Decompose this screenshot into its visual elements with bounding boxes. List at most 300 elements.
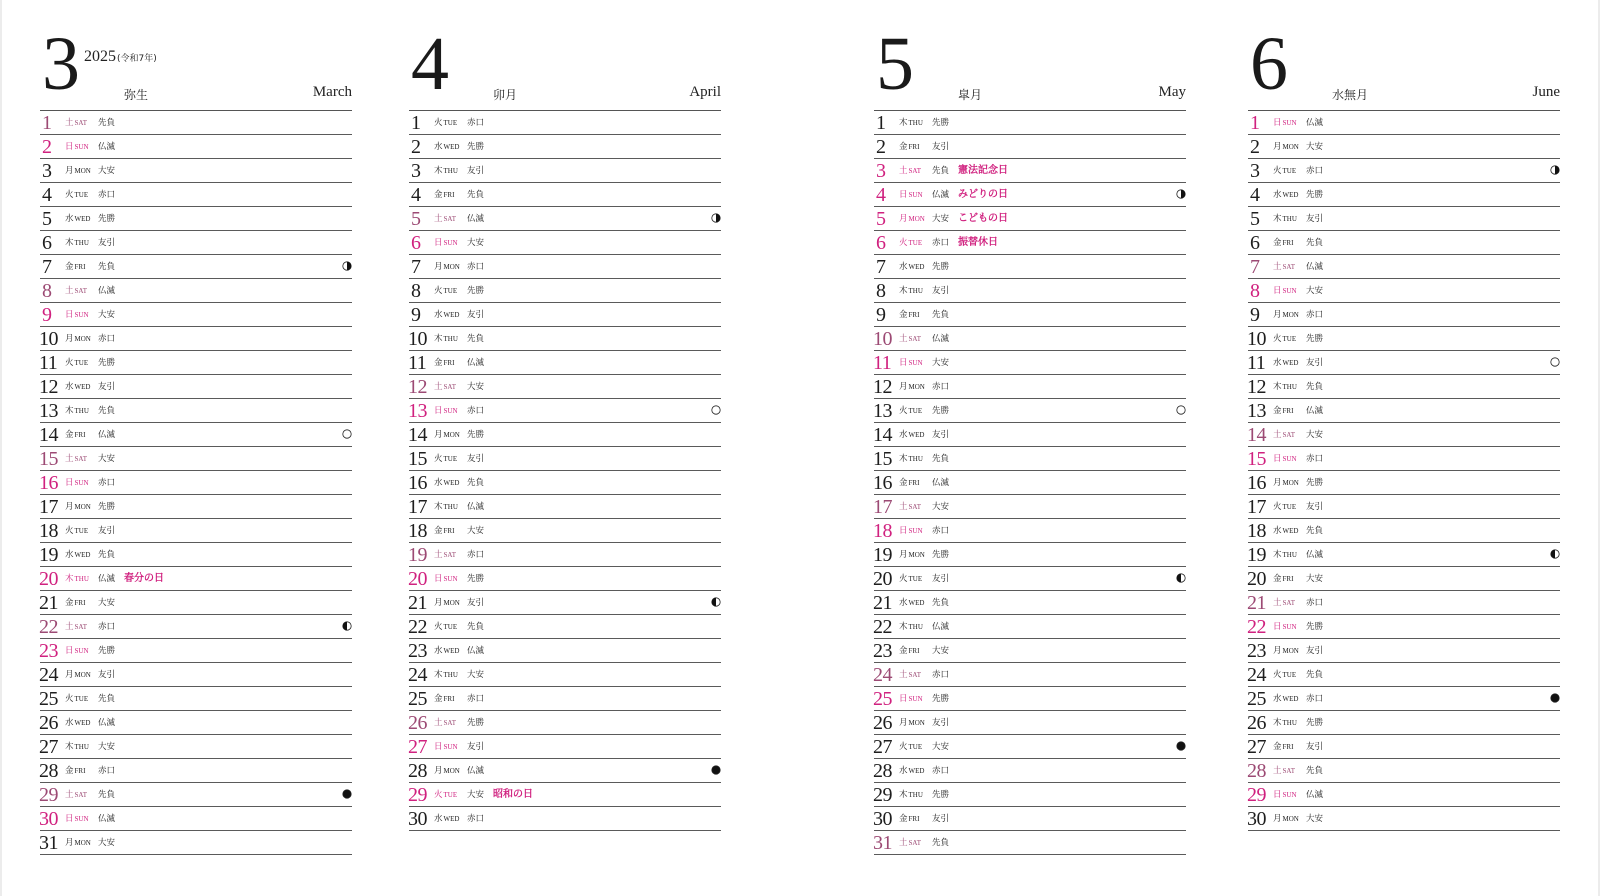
- day-row: [409, 615, 721, 639]
- weekday-japanese: 金: [434, 526, 443, 536]
- day-number: 27: [408, 736, 427, 758]
- weekday-english: FRI: [1282, 407, 1294, 415]
- holiday-name: 昭和の日: [493, 789, 533, 800]
- weekday-english: FRI: [443, 359, 455, 367]
- weekday-english: SAT: [443, 551, 456, 559]
- weekday: [1273, 406, 1293, 416]
- day-number: 1: [1250, 112, 1260, 134]
- day-row: [1248, 447, 1560, 471]
- weekday: [65, 382, 90, 392]
- rokuyo-label: 赤口: [467, 550, 485, 560]
- day-number: 1: [411, 112, 421, 134]
- weekday: [65, 670, 91, 680]
- weekday: [1273, 238, 1293, 248]
- day-row: [874, 567, 1186, 591]
- weekday-english: SAT: [443, 719, 456, 727]
- weekday-japanese: 火: [1273, 166, 1282, 176]
- day-number: 12: [39, 376, 58, 398]
- rokuyo-label: 赤口: [932, 766, 950, 776]
- day-row: [409, 519, 721, 543]
- last-quarter-moon-icon: [711, 597, 721, 607]
- weekday-english: SAT: [908, 503, 921, 511]
- rokuyo-label: 赤口: [98, 190, 116, 200]
- weekday-japanese: 月: [434, 430, 443, 440]
- weekday-english: FRI: [908, 143, 920, 151]
- weekday-english: SUN: [908, 695, 923, 703]
- day-row: [1248, 543, 1560, 567]
- day-row: [874, 255, 1186, 279]
- weekday-japanese: 木: [1273, 550, 1282, 560]
- weekday-japanese: 月: [899, 214, 908, 224]
- rokuyo-label: 赤口: [98, 766, 116, 776]
- weekday: [65, 190, 88, 200]
- day-number: 3: [42, 160, 52, 182]
- weekday-japanese: 水: [65, 382, 74, 392]
- weekday-english: MON: [74, 839, 91, 847]
- weekday: [899, 406, 922, 416]
- day-number: 10: [873, 328, 892, 350]
- day-number: 30: [408, 808, 427, 830]
- weekday-english: MON: [1282, 143, 1299, 151]
- day-number: 11: [408, 352, 427, 374]
- weekday-english: WED: [443, 815, 460, 823]
- day-row: [409, 423, 721, 447]
- weekday: [434, 358, 454, 368]
- day-row: [409, 303, 721, 327]
- weekday-japanese: 土: [65, 118, 74, 128]
- weekday-english: SAT: [443, 383, 456, 391]
- weekday-english: SAT: [1282, 431, 1295, 439]
- weekday-japanese: 日: [899, 694, 908, 704]
- weekday: [899, 502, 921, 512]
- weekday-english: TUE: [443, 791, 458, 799]
- weekday-japanese: 月: [899, 550, 908, 560]
- weekday-japanese: 木: [434, 670, 443, 680]
- day-number: 26: [408, 712, 427, 734]
- weekday-english: THU: [1282, 551, 1297, 559]
- weekday: [899, 238, 922, 248]
- rokuyo-label: 大安: [932, 214, 950, 224]
- day-list: [40, 111, 352, 855]
- rokuyo-label: 大安: [1306, 574, 1324, 584]
- day-number: 18: [1247, 520, 1266, 542]
- day-number: 28: [39, 760, 58, 782]
- day-row: [1248, 495, 1560, 519]
- weekday-japanese: 土: [65, 454, 74, 464]
- full-moon-icon: [1550, 357, 1560, 367]
- weekday: [65, 790, 87, 800]
- weekday: [65, 406, 89, 416]
- weekday: [899, 454, 923, 464]
- weekday-english: WED: [908, 767, 925, 775]
- day-row: [409, 807, 721, 831]
- day-row: [409, 135, 721, 159]
- weekday: [1273, 478, 1299, 488]
- weekday-english: SUN: [908, 527, 923, 535]
- day-row: [40, 351, 352, 375]
- weekday-english: THU: [74, 743, 89, 751]
- weekday: [65, 286, 87, 296]
- weekday-english: THU: [1282, 215, 1297, 223]
- day-number: 4: [411, 184, 421, 206]
- weekday: [65, 334, 91, 344]
- day-number: 7: [42, 256, 52, 278]
- weekday-japanese: 木: [899, 286, 908, 296]
- weekday: [434, 262, 460, 272]
- full-moon-icon: [1176, 405, 1186, 415]
- day-row: [874, 735, 1186, 759]
- weekday-english: THU: [908, 623, 923, 631]
- first-quarter-moon-icon: [342, 261, 352, 271]
- weekday-japanese: 土: [1273, 766, 1282, 776]
- rokuyo-label: 先勝: [1306, 622, 1324, 632]
- month-number: 5: [876, 22, 912, 106]
- weekday-english: MON: [908, 551, 925, 559]
- rokuyo-label: 友引: [467, 598, 485, 608]
- weekday: [899, 142, 919, 152]
- weekday-english: SAT: [1282, 263, 1295, 271]
- rokuyo-label: 赤口: [98, 478, 116, 488]
- day-list: [874, 111, 1186, 855]
- day-number: 29: [1247, 784, 1266, 806]
- day-number: 14: [1247, 424, 1266, 446]
- weekday-english: TUE: [74, 695, 89, 703]
- weekday: [1273, 526, 1298, 536]
- weekday-japanese: 金: [899, 814, 908, 824]
- day-number: 13: [39, 400, 58, 422]
- weekday-english: THU: [74, 407, 89, 415]
- day-row: [40, 471, 352, 495]
- day-row: [409, 375, 721, 399]
- weekday-japanese: 金: [434, 358, 443, 368]
- weekday: [65, 430, 85, 440]
- day-row: [874, 447, 1186, 471]
- rokuyo-label: 友引: [1306, 646, 1324, 656]
- weekday-english: WED: [443, 311, 460, 319]
- rokuyo-label: 大安: [1306, 142, 1324, 152]
- day-number: 19: [408, 544, 427, 566]
- rokuyo-label: 先勝: [467, 286, 485, 296]
- day-row: [40, 567, 352, 591]
- weekday: [65, 766, 85, 776]
- weekday: [65, 166, 91, 176]
- day-row: [874, 663, 1186, 687]
- weekday-english: THU: [1282, 719, 1297, 727]
- day-row: [40, 135, 352, 159]
- weekday: [434, 550, 456, 560]
- weekday-english: FRI: [74, 431, 86, 439]
- rokuyo-label: 仏滅: [1306, 790, 1324, 800]
- day-row: [40, 447, 352, 471]
- day-number: 30: [873, 808, 892, 830]
- day-number: 26: [1247, 712, 1266, 734]
- weekday-english: MON: [1282, 647, 1299, 655]
- weekday-japanese: 火: [65, 526, 74, 536]
- day-row: [409, 279, 721, 303]
- day-row: [1248, 735, 1560, 759]
- weekday-english: WED: [74, 383, 91, 391]
- day-row: [1248, 399, 1560, 423]
- rokuyo-label: 赤口: [467, 262, 485, 272]
- day-row: [1248, 639, 1560, 663]
- first-quarter-moon-icon: [1176, 189, 1186, 199]
- weekday-japanese: 土: [65, 286, 74, 296]
- day-number: 8: [1250, 280, 1260, 302]
- weekday-japanese: 日: [434, 742, 443, 752]
- day-number: 24: [39, 664, 58, 686]
- day-number: 13: [873, 400, 892, 422]
- weekday-english: TUE: [1282, 167, 1297, 175]
- rokuyo-label: 先負: [467, 334, 485, 344]
- day-number: 15: [873, 448, 892, 470]
- rokuyo-label: 仏滅: [98, 430, 116, 440]
- weekday-japanese: 水: [434, 646, 443, 656]
- weekday-english: FRI: [74, 599, 86, 607]
- rokuyo-label: 先勝: [932, 406, 950, 416]
- weekday-japanese: 水: [899, 598, 908, 608]
- weekday-japanese: 土: [434, 214, 443, 224]
- year-label: [84, 48, 157, 66]
- day-number: 14: [39, 424, 58, 446]
- day-row: [1248, 255, 1560, 279]
- day-number: 10: [1247, 328, 1266, 350]
- weekday-english: FRI: [443, 527, 455, 535]
- weekday-english: TUE: [1282, 335, 1297, 343]
- weekday: [65, 478, 89, 488]
- weekday-japanese: 日: [434, 238, 443, 248]
- new-moon-icon: [711, 765, 721, 775]
- day-number: 17: [408, 496, 427, 518]
- month-number: 6: [1250, 22, 1286, 106]
- weekday-english: MON: [1282, 815, 1299, 823]
- weekday-japanese: 土: [899, 334, 908, 344]
- day-row: [1248, 591, 1560, 615]
- weekday-japanese: 金: [1273, 238, 1282, 248]
- weekday: [434, 694, 454, 704]
- rokuyo-label: 赤口: [467, 406, 485, 416]
- weekday-english: MON: [1282, 311, 1299, 319]
- day-number: 17: [873, 496, 892, 518]
- rokuyo-label: 大安: [467, 790, 485, 800]
- rokuyo-label: 先負: [98, 406, 116, 416]
- day-row: [874, 783, 1186, 807]
- day-row: [40, 519, 352, 543]
- day-number: 23: [1247, 640, 1266, 662]
- day-row: [409, 399, 721, 423]
- day-number: 6: [411, 232, 421, 254]
- weekday-english: FRI: [74, 767, 86, 775]
- rokuyo-label: 友引: [932, 574, 950, 584]
- day-number: 16: [1247, 472, 1266, 494]
- day-row: [409, 735, 721, 759]
- weekday-english: SAT: [74, 791, 87, 799]
- weekday-japanese: 水: [65, 550, 74, 560]
- month-english-name: March: [312, 84, 352, 100]
- rokuyo-label: 赤口: [932, 526, 950, 536]
- day-number: 25: [873, 688, 892, 710]
- weekday: [899, 190, 923, 200]
- rokuyo-label: 大安: [98, 166, 116, 176]
- day-row: [40, 423, 352, 447]
- day-number: 28: [1247, 760, 1266, 782]
- day-row: [40, 663, 352, 687]
- weekday-english: WED: [1282, 527, 1299, 535]
- weekday: [1273, 214, 1297, 224]
- weekday-english: WED: [1282, 191, 1299, 199]
- day-row: [40, 375, 352, 399]
- weekday: [899, 622, 923, 632]
- rokuyo-label: 先勝: [1306, 478, 1324, 488]
- rokuyo-label: 大安: [932, 646, 950, 656]
- weekday-japanese: 土: [434, 718, 443, 728]
- rokuyo-label: 先負: [1306, 382, 1324, 392]
- rokuyo-label: 大安: [467, 670, 485, 680]
- rokuyo-label: 友引: [932, 142, 950, 152]
- rokuyo-label: 先負: [467, 622, 485, 632]
- rokuyo-label: 仏滅: [98, 142, 116, 152]
- weekday-japanese: 日: [65, 478, 74, 488]
- weekday: [1273, 790, 1297, 800]
- holiday-name: 春分の日: [124, 573, 164, 584]
- day-number: 9: [42, 304, 52, 326]
- day-row: [1248, 423, 1560, 447]
- day-row: [409, 471, 721, 495]
- rokuyo-label: 大安: [1306, 814, 1324, 824]
- weekday: [434, 286, 457, 296]
- weekday-japanese: 木: [1273, 718, 1282, 728]
- weekday-japanese: 金: [65, 262, 74, 272]
- weekday-english: THU: [443, 671, 458, 679]
- weekday: [65, 142, 89, 152]
- weekday-english: MON: [1282, 479, 1299, 487]
- weekday-japanese: 日: [434, 574, 443, 584]
- rokuyo-label: 大安: [98, 742, 116, 752]
- weekday-english: SAT: [1282, 599, 1295, 607]
- weekday-japanese: 水: [1273, 190, 1282, 200]
- weekday-english: SUN: [443, 743, 458, 751]
- weekday-japanese: 水: [1273, 694, 1282, 704]
- weekday: [899, 286, 923, 296]
- day-number: 13: [408, 400, 427, 422]
- weekday-english: TUE: [74, 527, 89, 535]
- weekday-english: TUE: [1282, 503, 1297, 511]
- rokuyo-label: 仏滅: [932, 334, 950, 344]
- day-number: 16: [408, 472, 427, 494]
- day-number: 7: [876, 256, 886, 278]
- weekday-english: FRI: [1282, 743, 1294, 751]
- weekday-japanese: 日: [899, 358, 908, 368]
- rokuyo-label: 先勝: [932, 694, 950, 704]
- rokuyo-label: 仏滅: [98, 574, 116, 584]
- weekday: [65, 454, 87, 464]
- day-row: [1248, 303, 1560, 327]
- day-row: [40, 399, 352, 423]
- day-row: [874, 423, 1186, 447]
- rokuyo-label: 友引: [1306, 358, 1324, 368]
- weekday-english: MON: [74, 167, 91, 175]
- rokuyo-label: 仏滅: [467, 358, 485, 368]
- day-number: 5: [411, 208, 421, 230]
- day-row: [40, 591, 352, 615]
- day-number: 16: [873, 472, 892, 494]
- day-number: 9: [1250, 304, 1260, 326]
- rokuyo-label: 赤口: [932, 382, 950, 392]
- day-row: [40, 639, 352, 663]
- day-list: [1248, 111, 1560, 831]
- day-number: 21: [873, 592, 892, 614]
- weekday: [1273, 118, 1297, 128]
- weekday-english: SUN: [443, 239, 458, 247]
- rokuyo-label: 先勝: [932, 790, 950, 800]
- full-moon-icon: [711, 405, 721, 415]
- weekday-japanese: 金: [434, 694, 443, 704]
- rokuyo-label: 友引: [98, 238, 116, 248]
- rokuyo-label: 大安: [98, 838, 116, 848]
- weekday-japanese: 木: [65, 742, 74, 752]
- weekday: [1273, 622, 1297, 632]
- day-row: [40, 615, 352, 639]
- weekday: [434, 334, 458, 344]
- rokuyo-label: 大安: [467, 526, 485, 536]
- rokuyo-label: 先負: [932, 838, 950, 848]
- rokuyo-label: 大安: [1306, 286, 1324, 296]
- rokuyo-label: 仏滅: [1306, 118, 1324, 128]
- rokuyo-label: 友引: [932, 286, 950, 296]
- weekday-japanese: 月: [65, 838, 74, 848]
- month-column-april: [409, 0, 721, 896]
- day-number: 20: [39, 568, 58, 590]
- weekday-japanese: 金: [65, 430, 74, 440]
- weekday: [65, 262, 85, 272]
- weekday-english: TUE: [443, 455, 458, 463]
- rokuyo-label: 大安: [1306, 430, 1324, 440]
- day-row: [874, 375, 1186, 399]
- day-row: [409, 111, 721, 135]
- weekday-japanese: 水: [434, 142, 443, 152]
- day-number: 25: [408, 688, 427, 710]
- weekday-english: SAT: [74, 287, 87, 295]
- day-row: [874, 327, 1186, 351]
- day-row: [874, 807, 1186, 831]
- weekday-japanese: 土: [65, 790, 74, 800]
- weekday: [899, 646, 919, 656]
- day-number: 23: [408, 640, 427, 662]
- rokuyo-label: 先勝: [467, 430, 485, 440]
- day-row: [40, 735, 352, 759]
- day-row: [409, 759, 721, 783]
- weekday-japanese: 水: [1273, 358, 1282, 368]
- day-row: [874, 615, 1186, 639]
- weekday: [899, 670, 921, 680]
- weekday-english: MON: [443, 599, 460, 607]
- rokuyo-label: 先負: [932, 166, 950, 176]
- weekday: [65, 214, 90, 224]
- rokuyo-label: 先負: [98, 262, 116, 272]
- day-row: [1248, 687, 1560, 711]
- rokuyo-label: 友引: [932, 814, 950, 824]
- first-quarter-moon-icon: [1550, 165, 1560, 175]
- day-row: [40, 831, 352, 855]
- rokuyo-label: 大安: [932, 742, 950, 752]
- weekday-japanese: 土: [1273, 430, 1282, 440]
- rokuyo-label: 仏滅: [467, 766, 485, 776]
- day-row: [40, 207, 352, 231]
- weekday-english: SUN: [1282, 623, 1297, 631]
- weekday-japanese: 金: [65, 598, 74, 608]
- day-row: [409, 639, 721, 663]
- weekday-english: FRI: [908, 815, 920, 823]
- weekday-japanese: 木: [434, 166, 443, 176]
